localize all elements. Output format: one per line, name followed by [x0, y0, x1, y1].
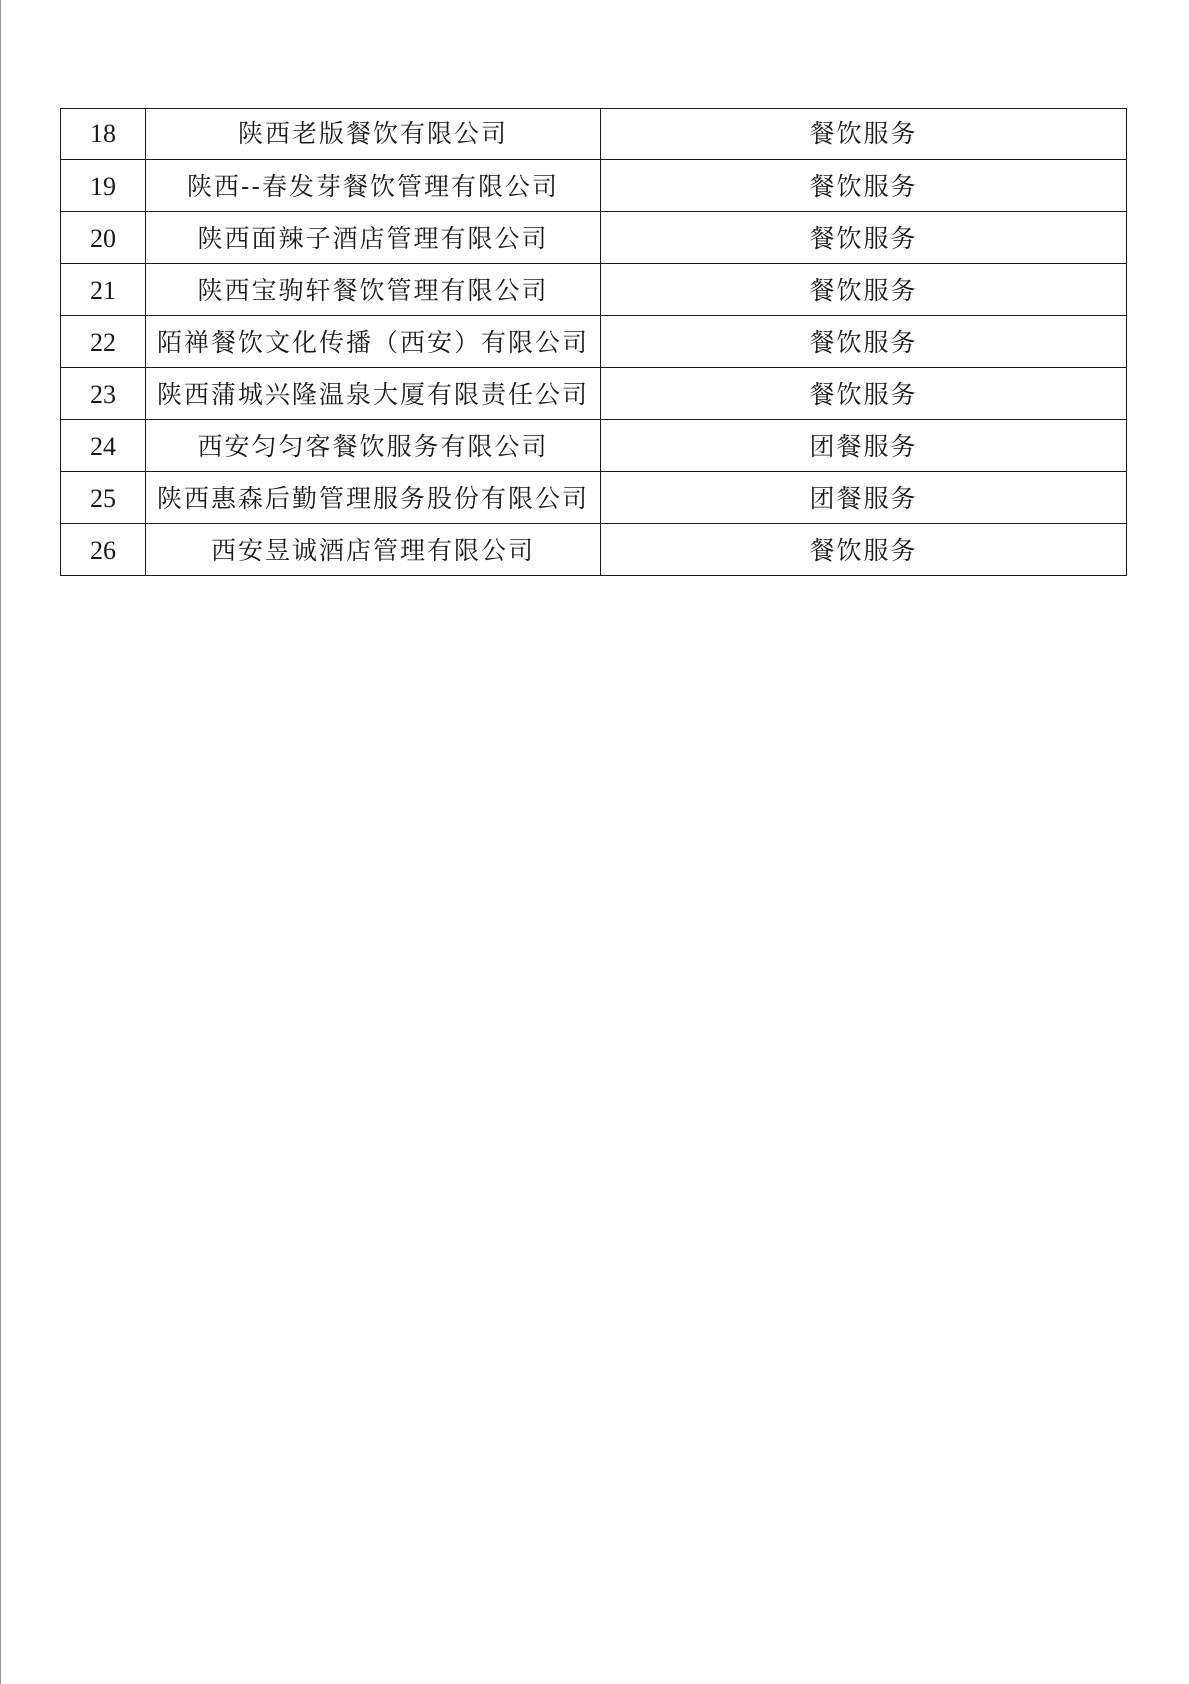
service-category: 团餐服务	[601, 420, 1127, 472]
table-row	[61, 160, 1127, 212]
page-left-edge	[0, 0, 1, 1684]
table-row	[61, 212, 1127, 264]
company-name: 西安昱诚酒店管理有限公司	[146, 524, 601, 576]
table-row	[61, 472, 1127, 524]
service-category: 餐饮服务	[601, 524, 1127, 576]
table-row	[61, 368, 1127, 420]
row-number: 26	[61, 524, 146, 576]
row-number: 22	[61, 316, 146, 368]
row-number: 21	[61, 264, 146, 316]
company-name: 陕西面辣子酒店管理有限公司	[146, 212, 601, 264]
row-number: 25	[61, 472, 146, 524]
document-page	[60, 108, 1126, 576]
company-name: 陕西--春发芽餐饮管理有限公司	[146, 160, 601, 212]
company-name: 陕西宝驹轩餐饮管理有限公司	[146, 264, 601, 316]
table-row	[61, 264, 1127, 316]
service-category: 团餐服务	[601, 472, 1127, 524]
service-category: 餐饮服务	[601, 212, 1127, 264]
company-name: 陕西老版餐饮有限公司	[146, 109, 601, 160]
row-number: 20	[61, 212, 146, 264]
service-category: 餐饮服务	[601, 316, 1127, 368]
row-number: 23	[61, 368, 146, 420]
company-name: 陕西蒲城兴隆温泉大厦有限责任公司	[146, 368, 601, 420]
company-list-table	[60, 108, 1127, 576]
service-category: 餐饮服务	[601, 264, 1127, 316]
company-name: 陕西惠森后勤管理服务股份有限公司	[146, 472, 601, 524]
company-name: 西安匀匀客餐饮服务有限公司	[146, 420, 601, 472]
table-row	[61, 524, 1127, 576]
row-number: 19	[61, 160, 146, 212]
service-category: 餐饮服务	[601, 368, 1127, 420]
table-row	[61, 109, 1127, 160]
company-name: 陌禅餐饮文化传播（西安）有限公司	[146, 316, 601, 368]
row-number: 18	[61, 109, 146, 160]
service-category: 餐饮服务	[601, 109, 1127, 160]
service-category: 餐饮服务	[601, 160, 1127, 212]
table-row	[61, 420, 1127, 472]
row-number: 24	[61, 420, 146, 472]
table-row	[61, 316, 1127, 368]
